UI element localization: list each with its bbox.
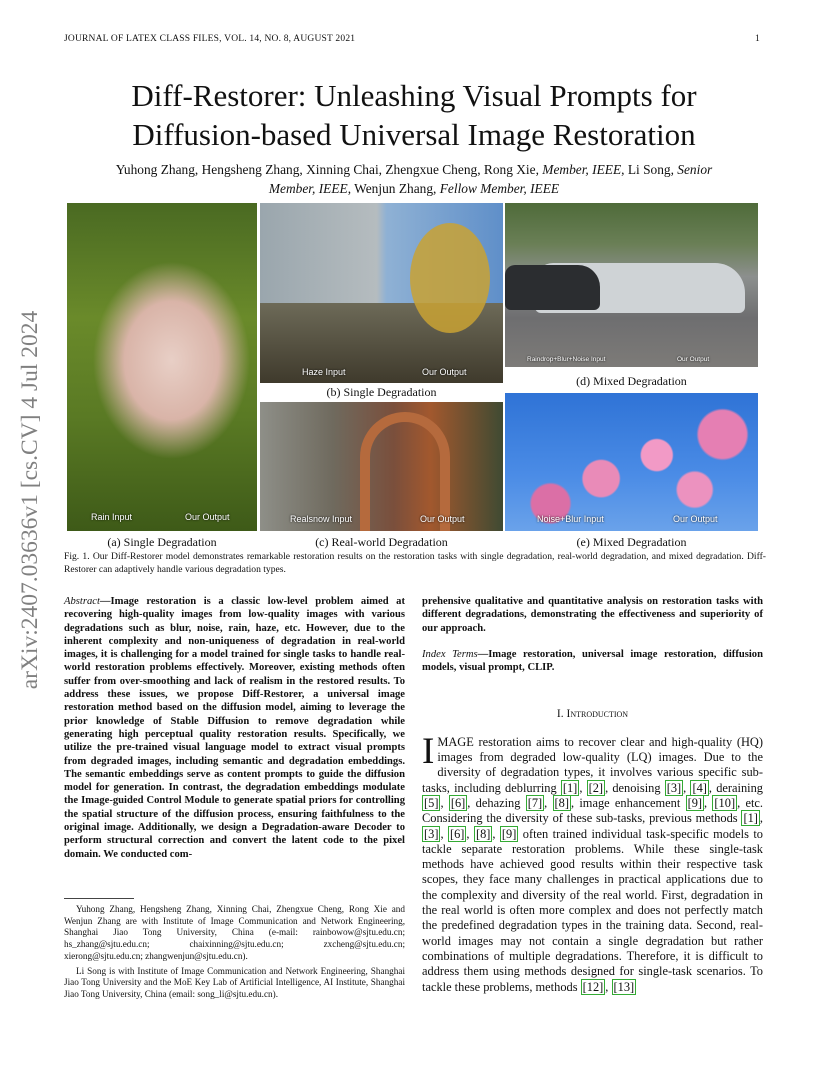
authors-text: Yuhong Zhang, Hengsheng Zhang, Xinning Chai, Zhengxue Cheng, Rong Xie, xyxy=(115,162,543,177)
citation-link[interactable]: [8] xyxy=(475,826,491,841)
authors-text: , Li Song, xyxy=(621,162,678,177)
right-column xyxy=(422,595,763,995)
rain-input-label: Rain Input xyxy=(91,512,133,522)
title-line-2: Diffusion-based Universal Image Restoration xyxy=(132,117,696,152)
our-output-label: Our Output xyxy=(677,356,710,363)
citation-link[interactable]: [9] xyxy=(687,795,703,810)
subcaption-a: (a) Single Degradation xyxy=(107,535,217,549)
figure-d-car-image xyxy=(505,203,758,367)
title-line-1: Diff-Restorer: Unleashing Visual Prompts for xyxy=(131,78,697,113)
our-output-label: Our Output xyxy=(422,367,467,377)
figure-a-pig-image xyxy=(67,203,257,531)
left-column xyxy=(64,595,405,861)
raindrop-input-label: Raindrop+Blur+Noise Input xyxy=(527,356,606,363)
citation-link[interactable]: [6] xyxy=(450,795,466,810)
intro-text: , dehazing xyxy=(467,795,526,810)
citation-link[interactable]: [2] xyxy=(588,780,604,795)
index-terms-text: —Image restoration, universal image restoration, diffusion models, visual prompt, CLIP. xyxy=(422,648,763,674)
our-output-label: Our Output xyxy=(420,514,465,524)
citation-link[interactable]: [10] xyxy=(714,795,736,810)
footnote-rule xyxy=(64,898,134,899)
abstract xyxy=(64,595,405,861)
authors-affil: Senior xyxy=(677,162,713,177)
arxiv-id: arXiv:2407.03636v1 [cs.CV] 4 Jul 2024 xyxy=(17,310,43,690)
running-header: JOURNAL OF LATEX CLASS FILES, VOL. 14, NO. 8, AUGUST 2021 xyxy=(64,34,356,44)
citation-link[interactable]: [1] xyxy=(743,811,758,826)
footnote-affiliation-2: Li Song is with Institute of Image Communication and Network Engineering, Shanghai Jiao Tong University and the MoE Key Lab of Artificial Intelligence, AI Institute, Shanghai Jiao Tong University, China (email: song_li@sjtu.edu.cn). xyxy=(64,965,405,999)
figure-e-blossom-image xyxy=(505,393,758,531)
figure-caption: Fig. 1. Our Diff-Restorer model demonstrates remarkable restoration results on the restoration tasks with single degradation, real-world degradation, and mixed degradation. Diff-Restorer can adaptively handle various degradation types. xyxy=(64,551,766,575)
index-terms xyxy=(422,648,763,675)
authors-affil: Member, IEEE xyxy=(542,162,622,177)
intro-text: often trained individual task-specific models to tackle separate restoration problems. While these single-task methods have achieved good results within their respective task scopes, they face many challenges in practical applications due to the complexity and diversity of the real world. First, degradation in the real world is often more complex and does not perfectly match the predefined degradation types in the training data. Second, real-world images may not contain a single degradation but rather combinations of multiple degradations. Therefore, it is difficult to address them using methods designed for single-task scenarios. To tackle these problems, methods xyxy=(422,826,763,994)
author-list xyxy=(64,160,764,198)
intro-text: MAGE restoration aims to recover clear and high-quality (HQ) images from degraded low-quality (LQ) images. Due to the diversity of degradation types, it involves various specific sub-tasks, including deblurring xyxy=(422,734,763,795)
subcaption-c: (c) Real-world Degradation xyxy=(315,535,448,549)
our-output-label: Our Output xyxy=(673,514,718,524)
figure-b-haze-image xyxy=(260,203,503,383)
citation-link[interactable]: [7] xyxy=(527,795,543,810)
introduction-paragraph: IMAGE restoration aims to recover clear and high-quality (HQ) images from degraded low-quality (LQ) images. Due to the diversity of degradation types, it involves various specific sub-tasks, including deblurring [1] , [2] , denoising [3] , [4] , deraining [5] , [6] , dehazing [7] , [8] , image enhancement [9] , [10] , etc. Considering the diversity of these sub-tasks, previous methods [1] , [3] , [6] , [8] , [9] often trained individual task-specific models to tackle separate restoration problems. While these single-task methods have achieved good results within their respective task scopes, they face many challenges in practical applications due to the complexity and diversity of the real world. First, degradation in the real world is often more complex and does not perfectly match the predefined degradation types in the training data. Second, real-world images may not contain a single degradation but rather combinations of multiple degradations. Therefore, it is difficult to address them using methods designed for single-task scenarios. To tackle these problems, methods [12] , [13] xyxy=(422,730,763,994)
citation-link[interactable]: [4] xyxy=(692,780,707,795)
intro-text: , etc. Considering the diversity of these sub-tasks, previous methods xyxy=(422,795,763,826)
authors-affil: Member, IEEE xyxy=(268,181,348,196)
intro-text: , denoising xyxy=(605,780,665,795)
dropcap-letter: I xyxy=(422,730,435,772)
footnotes xyxy=(64,904,405,1004)
citation-link[interactable]: [6] xyxy=(449,826,465,841)
citation-link[interactable]: [9] xyxy=(501,826,517,841)
authors-text: , Wenjun Zhang, xyxy=(347,181,440,196)
intro-text: , deraining xyxy=(708,780,763,795)
figure-c-snow-image xyxy=(260,402,503,531)
authors-affil: Fellow Member, IEEE xyxy=(439,181,560,196)
citation-link[interactable]: [8] xyxy=(554,795,569,810)
abstract-label: Abstract xyxy=(64,596,100,607)
citation-link[interactable]: [13] xyxy=(613,979,635,994)
citation-link[interactable]: [5] xyxy=(424,795,439,810)
subcaption-d: (d) Mixed Degradation xyxy=(576,374,687,388)
section-heading-introduction: I. Introduction xyxy=(556,708,629,721)
citation-link[interactable]: [12] xyxy=(582,979,604,994)
arxiv-stamp xyxy=(14,300,46,700)
footnote-affiliation-1: Yuhong Zhang, Hengsheng Zhang, Xinning Chai, Zhengxue Cheng, Rong Xie and Wenjun Zhang are with Institute of Image Communication and Network Engineering, Shanghai Jiao Tong University, China (e-mail: rainbowow@sjtu.edu.cn; hs_zhang@sjtu.edu.cn; chaixinning@sjtu.edu.cn; zxcheng@sjtu.edu.cn; xierong@sjtu.edu.cn; zhangwenjun@sjtu.edu.cn). xyxy=(64,904,405,961)
citation-link[interactable]: [3] xyxy=(424,826,439,841)
subcaption-e: (e) Mixed Degradation xyxy=(576,535,687,549)
page-number: 1 xyxy=(755,34,760,44)
subcaption-b: (b) Single Degradation xyxy=(326,385,437,399)
noise-blur-input-label: Noise+Blur Input xyxy=(537,514,604,524)
abstract-text: —Image restoration is a classic low-level problem aimed at recovering high-quality images from low-quality images with various degradations such as blur, noise, rain, haze, etc. However, due to the inherent complexity and non-uniqueness of degradation in real-world images, it is challenging for a model trained for single tasks to handle real-world restoration problems effectively. Moreover, existing methods often suffer from over-smoothing and lack of realism in the restored results. To address these issues, we propose Diff-Restorer, a universal image restoration method based on the diffusion model, aiming to leverage the prior knowledge of Stable Diffusion to remove degradation while generating high perceptual quality restoration results. Specifically, we utilize the pre-trained visual language model to extract visual prompts from degraded images, including semantic and degradation embeddings. The semantic embeddings serve as content prompts to guide the diffusion model for generation. In contrast, the degradation embeddings modulate the Image-guided Control Module to generate spatial priors for controlling the spatial structure of the diffusion process, ensuring faithfulness to the original image. Additionally, we design a Degradation-aware Decoder to perform structural correction and convert the latent code to the pixel domain. We conducted com- xyxy=(64,596,405,860)
our-output-label: Our Output xyxy=(185,512,230,522)
citation-link[interactable]: [1] xyxy=(562,780,578,795)
paper-title xyxy=(40,76,788,154)
intro-text: , image enhancement xyxy=(570,795,686,810)
realsnow-input-label: Realsnow Input xyxy=(290,514,353,524)
abstract-continued: prehensive qualitative and quantitative analysis on restoration tasks with different degradations, demonstrating the effectiveness and superiority of our approach. xyxy=(422,596,763,634)
index-terms-label: Index Terms xyxy=(422,648,478,660)
citation-link[interactable]: [3] xyxy=(666,780,682,795)
haze-input-label: Haze Input xyxy=(302,367,346,377)
